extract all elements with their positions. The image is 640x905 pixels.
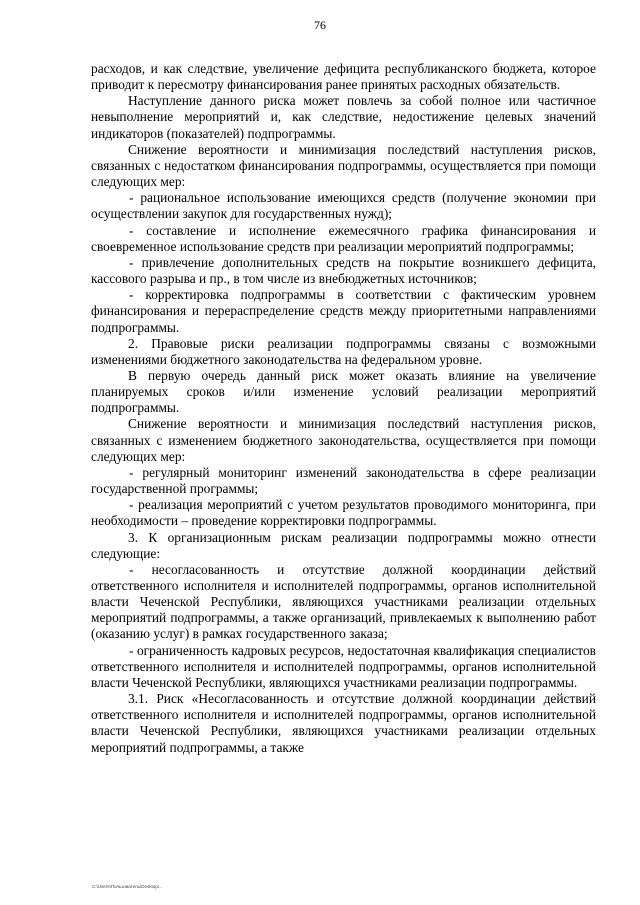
list-item-staff-resources: - ограниченность кадровых ресурсов, недостаточная квалификация специалистов ответственного исполнителя и исполнителей подпрограммы, органов исполнительной власти Чеченской Республики, являющихся участниками реализации подпрограммы. xyxy=(91,642,596,690)
paragraph-financing-measures-intro: Снижение вероятности и минимизация последствий наступления рисков, связанных с недостатком финансирования подпрограммы, осуществляется при помощи следующих мер: xyxy=(91,141,596,190)
list-item-monitoring-implementation: - реализация мероприятий с учетом результатов проводимого мониторинга, при необходимости – проведение корректировки подпрограммы. xyxy=(91,497,596,529)
list-item-monitoring: - регулярный мониторинг изменений законодательства в сфере реализации государственной программы; xyxy=(91,464,596,497)
list-item-coordination: - несогласованность и отсутствие должной координации действий ответственного исполнителя и исполнителей подпрограммы, органов исполнительной власти Чеченской Республики, являющихся участниками реализации отдельных мероприятий подпрограммы, а также организаций, привлекаемых к выполнению работ (оказанию услуг) в рамках государственного заказа; xyxy=(91,561,596,642)
page-number: 76 xyxy=(314,18,326,32)
paragraph-legal-risk-impact: В первую очередь данный риск может оказать влияние на увеличение планируемых сроков и/или изменение условий реализации мероприятий подпрограммы. xyxy=(91,367,596,416)
footer-file-path: С:\Users\Пользователь\Desktop\... xyxy=(92,884,163,889)
paragraph-continuation: расходов, и как следствие, увеличение дефицита республиканского бюджета, которое приводит к пересмотру финансирования ранее принятых расходных обязательств. xyxy=(91,61,596,93)
paragraph-legal-risks: 2. Правовые риски реализации подпрограммы связаны с возможными изменениями бюджетного законодательства на федеральном уровне. xyxy=(91,335,596,367)
paragraph-legal-measures-intro: Снижение вероятности и минимизация последствий наступления рисков, связанных с изменением бюджетного законодательства, осуществляется при помощи следующих мер: xyxy=(91,416,596,464)
paragraph-risk-consequence: Наступление данного риска может повлечь за собой полное или частичное невыполнение мероприятий и, как следствие, недостижение целевых значений индикаторов (показателей) подпрограммы. xyxy=(91,93,596,141)
list-item-additional-funds: - привлечение дополнительных средств на покрытие возникшего дефицита, кассового разрыва и пр., в том числе из внебюджетных источников; xyxy=(91,254,596,287)
list-item-program-adjustment: - корректировка подпрограммы в соответствии с фактическим уровнем финансирования и перераспределение средств между приоритетными направлениями подпрограммы. xyxy=(91,287,596,335)
list-item-financing-schedule: - составление и исполнение ежемесячного графика финансирования и своевременное использование средств при реализации мероприятий подпрограммы; xyxy=(91,222,596,254)
paragraph-risk-3-1: 3.1. Риск «Несогласованность и отсутствие должной координации действий ответственного исполнителя и исполнителей подпрограммы, органов исполнительной власти Чеченской Республики, являющихся участниками реализации отдельных мероприятий подпрограммы, а также xyxy=(91,691,596,755)
document-body xyxy=(91,61,596,756)
paragraph-organizational-risks: 3. К организационным рискам реализации подпрограммы можно отнести следующие: xyxy=(91,529,596,561)
list-item-rational-use: - рациональное использование имеющихся средств (получение экономии при осуществлении закупок для государственных нужд); xyxy=(91,190,596,222)
